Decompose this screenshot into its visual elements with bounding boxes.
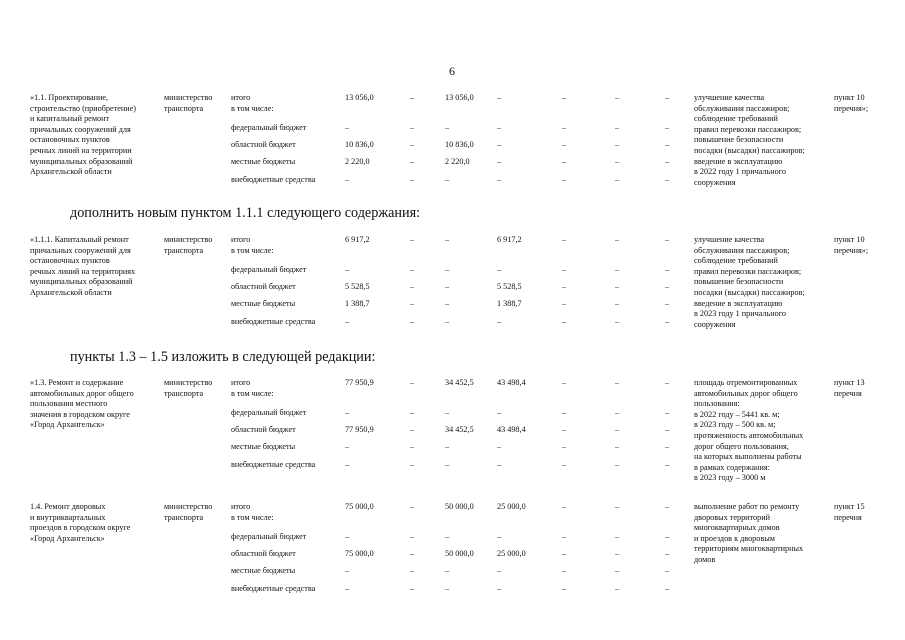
funding-value: – bbox=[497, 265, 502, 274]
row-label-ext: внебюджетные средства bbox=[231, 317, 316, 326]
funding-value: – bbox=[345, 532, 350, 541]
funding-value: – bbox=[445, 299, 450, 308]
expected-result-line: повышение безопасности bbox=[694, 135, 784, 145]
expected-result-line: дорог общего пользования, bbox=[694, 441, 789, 451]
funding-value: – bbox=[665, 175, 670, 184]
amendment-heading-1: дополнить новым пунктом 1.1.1 следующего содержания: bbox=[70, 205, 421, 221]
funding-value: – bbox=[445, 460, 450, 469]
funding-value: – bbox=[562, 549, 567, 558]
funding-value: 43 498,4 bbox=[497, 378, 526, 387]
funding-value: – bbox=[497, 442, 502, 451]
expected-result-line: правил перевозки пассажиров; bbox=[694, 124, 802, 134]
funding-value: – bbox=[665, 123, 670, 132]
row-label-reg: областной бюджет bbox=[231, 549, 296, 558]
row-label-reg: областной бюджет bbox=[231, 140, 296, 149]
funding-value: – bbox=[665, 317, 670, 326]
funding-value: – bbox=[345, 265, 350, 274]
funding-value: – bbox=[562, 282, 567, 291]
funding-value: – bbox=[497, 175, 502, 184]
measure-name-line: «Город Архангельск» bbox=[30, 420, 105, 430]
funding-value: – bbox=[345, 566, 350, 575]
funding-value: 34 452,5 bbox=[445, 378, 474, 387]
funding-value: 13 056,0 bbox=[445, 93, 474, 102]
funding-value: – bbox=[562, 532, 567, 541]
expected-result-line: введение в эксплуатацию bbox=[694, 298, 783, 308]
expected-result-line: на которых выполнены работы bbox=[694, 452, 802, 462]
funding-value: – bbox=[410, 282, 415, 291]
expected-result-line: домов bbox=[694, 555, 716, 564]
expected-result-line: в рамках содержания: bbox=[694, 462, 770, 472]
row-label-reg: областной бюджет bbox=[231, 282, 296, 291]
row-label-ext: внебюджетные средства bbox=[231, 460, 316, 469]
funding-value: – bbox=[665, 265, 670, 274]
measure-name-line: речных линий на территории bbox=[30, 146, 132, 155]
measure-name-line: «1.1. Проектирование, bbox=[30, 93, 109, 102]
funding-value: 75 000,0 bbox=[345, 549, 374, 558]
funding-value: – bbox=[445, 175, 450, 184]
funding-value: – bbox=[615, 157, 620, 166]
expected-result-line: пользования: bbox=[694, 399, 740, 409]
funding-value: – bbox=[665, 157, 670, 166]
row-label-loc: местные бюджеты bbox=[231, 442, 296, 451]
reference-line: перечня bbox=[834, 512, 862, 522]
measure-name-line: «1.1.1. Капитальный ремонт bbox=[30, 235, 129, 244]
funding-value: – bbox=[562, 175, 567, 184]
expected-result-line: протяженность автомобильных bbox=[694, 431, 804, 440]
executor-line: транспорта bbox=[164, 245, 204, 255]
funding-value: 50 000,0 bbox=[445, 502, 474, 511]
row-label-fed: федеральный бюджет bbox=[231, 408, 307, 417]
funding-value: 5 528,5 bbox=[345, 282, 370, 291]
funding-value: – bbox=[410, 93, 415, 102]
funding-value: – bbox=[497, 584, 502, 593]
funding-value: – bbox=[615, 299, 620, 308]
funding-value: – bbox=[665, 502, 670, 511]
row-label-fed: федеральный бюджет bbox=[231, 265, 307, 274]
funding-value: 10 836,0 bbox=[445, 140, 474, 149]
expected-result-line: территориям многоквартирных bbox=[694, 544, 804, 554]
funding-value: – bbox=[665, 442, 670, 451]
funding-value: 77 950,9 bbox=[345, 378, 374, 387]
funding-value: – bbox=[665, 140, 670, 149]
funding-value: – bbox=[562, 317, 567, 326]
measure-name-line: пользования местного bbox=[30, 399, 108, 409]
funding-value: – bbox=[445, 282, 450, 291]
funding-value: 34 452,5 bbox=[445, 425, 474, 434]
funding-value: – bbox=[562, 235, 567, 244]
funding-value: – bbox=[615, 425, 620, 434]
funding-value: – bbox=[410, 408, 415, 417]
funding-value: – bbox=[615, 460, 620, 469]
funding-value: – bbox=[665, 282, 670, 291]
funding-value: – bbox=[562, 460, 567, 469]
funding-value: – bbox=[562, 502, 567, 511]
measure-name-line: строительство (приобретение) bbox=[30, 103, 136, 113]
expected-result-line: в 2022 году 1 причального bbox=[694, 167, 787, 177]
funding-value: – bbox=[445, 265, 450, 274]
funding-value: – bbox=[445, 408, 450, 417]
expected-result-line: соблюдение требований bbox=[694, 114, 778, 124]
measure-name-line: муниципальных образований bbox=[30, 277, 133, 287]
measure-name-line: проездов в городском округе bbox=[30, 523, 131, 533]
funding-value: – bbox=[445, 584, 450, 593]
expected-result-line: правил перевозки пассажиров; bbox=[694, 266, 802, 276]
funding-value: – bbox=[562, 157, 567, 166]
expected-result-line: обслуживания пассажиров; bbox=[694, 245, 790, 255]
funding-value: – bbox=[615, 282, 620, 291]
executor-line: министерство bbox=[164, 502, 213, 511]
funding-value: 2 220,0 bbox=[445, 157, 470, 166]
executor-line: транспорта bbox=[164, 103, 204, 113]
row-label-total: итого bbox=[231, 93, 251, 102]
measure-name-line: причальных сооружений для bbox=[30, 124, 131, 134]
funding-value: – bbox=[497, 408, 502, 417]
funding-value: – bbox=[665, 425, 670, 434]
funding-value: – bbox=[410, 175, 415, 184]
funding-value: – bbox=[410, 378, 415, 387]
expected-result-line: в 2023 году – 3000 м bbox=[694, 473, 766, 483]
funding-value: – bbox=[615, 93, 620, 102]
funding-value: – bbox=[615, 408, 620, 417]
reference-line: перечня»; bbox=[834, 245, 869, 255]
expected-result-line: соблюдение требований bbox=[694, 256, 778, 266]
funding-value: – bbox=[345, 123, 350, 132]
expected-result-line: в 2023 году – 500 кв. м; bbox=[694, 420, 776, 430]
funding-value: – bbox=[615, 175, 620, 184]
measure-name-line: Архангельской области bbox=[30, 167, 112, 177]
expected-result-line: сооружения bbox=[694, 319, 736, 329]
funding-value: – bbox=[665, 408, 670, 417]
funding-value: – bbox=[615, 442, 620, 451]
row-label-total: итого bbox=[231, 235, 251, 244]
funding-value: – bbox=[615, 502, 620, 511]
measure-name-line: речных линий на территориях bbox=[30, 266, 136, 276]
expected-result-line: посадки (высадки) пассажиров; bbox=[694, 288, 805, 297]
funding-value: – bbox=[497, 140, 502, 149]
measure-name-line: причальных сооружений для bbox=[30, 245, 131, 255]
funding-value: – bbox=[562, 140, 567, 149]
funding-value: – bbox=[615, 265, 620, 274]
executor-line: министерство bbox=[164, 235, 213, 244]
expected-result-line: сооружения bbox=[694, 177, 736, 187]
funding-value: – bbox=[445, 317, 450, 326]
funding-value: – bbox=[410, 532, 415, 541]
expected-result-line: повышение безопасности bbox=[694, 277, 784, 287]
expected-result-line: улучшение качества bbox=[694, 93, 765, 102]
funding-value: 25 000,0 bbox=[497, 549, 526, 558]
row-label-loc: местные бюджеты bbox=[231, 299, 296, 308]
expected-result-line: автомобильных дорог общего bbox=[694, 388, 798, 398]
funding-value: – bbox=[410, 442, 415, 451]
funding-value: – bbox=[497, 157, 502, 166]
funding-value: 10 836,0 bbox=[345, 140, 374, 149]
reference-line: пункт 10 bbox=[834, 93, 865, 102]
row-label-incl: в том числе: bbox=[231, 388, 274, 398]
funding-value: – bbox=[615, 566, 620, 575]
funding-value: 43 498,4 bbox=[497, 425, 526, 434]
measure-name-line: автомобильных дорог общего bbox=[30, 388, 134, 398]
measure-name-line: остановочных пунктов bbox=[30, 135, 110, 145]
funding-value: 50 000,0 bbox=[445, 549, 474, 558]
funding-value: – bbox=[345, 175, 350, 184]
row-label-incl: в том числе: bbox=[231, 103, 274, 113]
funding-value: – bbox=[665, 378, 670, 387]
funding-value: – bbox=[562, 378, 567, 387]
funding-value: – bbox=[345, 408, 350, 417]
funding-value: – bbox=[410, 235, 415, 244]
funding-value: 75 000,0 bbox=[345, 502, 374, 511]
funding-value: – bbox=[562, 93, 567, 102]
funding-value: – bbox=[615, 378, 620, 387]
expected-result-line: многоквартирных домов bbox=[694, 523, 780, 533]
row-label-incl: в том числе: bbox=[231, 512, 274, 522]
measure-name-line: 1.4. Ремонт дворовых bbox=[30, 502, 106, 511]
funding-value: – bbox=[615, 123, 620, 132]
funding-value: – bbox=[410, 425, 415, 434]
funding-value: – bbox=[410, 502, 415, 511]
funding-value: 77 950,9 bbox=[345, 425, 374, 434]
funding-value: – bbox=[445, 235, 450, 244]
funding-value: – bbox=[410, 157, 415, 166]
funding-value: – bbox=[615, 549, 620, 558]
funding-value: 1 388,7 bbox=[497, 299, 522, 308]
funding-value: – bbox=[497, 460, 502, 469]
funding-value: – bbox=[665, 532, 670, 541]
measure-name-line: и внутриквартальных bbox=[30, 512, 106, 522]
funding-value: – bbox=[497, 532, 502, 541]
measure-name-line: «Город Архангельск» bbox=[30, 533, 105, 543]
amendment-heading-2: пункты 1.3 – 1.5 изложить в следующей редакции: bbox=[70, 349, 376, 365]
executor-line: министерство bbox=[164, 93, 213, 102]
funding-value: – bbox=[410, 299, 415, 308]
funding-value: 6 917,2 bbox=[345, 235, 370, 244]
row-label-total: итого bbox=[231, 502, 251, 511]
funding-value: – bbox=[562, 299, 567, 308]
funding-value: – bbox=[497, 317, 502, 326]
funding-value: – bbox=[665, 566, 670, 575]
funding-value: 6 917,2 bbox=[497, 235, 522, 244]
funding-value: – bbox=[345, 442, 350, 451]
row-label-loc: местные бюджеты bbox=[231, 157, 296, 166]
funding-value: – bbox=[665, 299, 670, 308]
funding-value: – bbox=[562, 425, 567, 434]
funding-value: – bbox=[615, 532, 620, 541]
funding-value: – bbox=[665, 93, 670, 102]
funding-value: – bbox=[562, 265, 567, 274]
executor-line: транспорта bbox=[164, 512, 204, 522]
funding-value: – bbox=[345, 317, 350, 326]
funding-value: – bbox=[497, 566, 502, 575]
reference-line: пункт 15 bbox=[834, 502, 865, 511]
expected-result-line: обслуживания пассажиров; bbox=[694, 103, 790, 113]
funding-value: – bbox=[445, 123, 450, 132]
expected-result-line: дворовых территорий bbox=[694, 512, 770, 522]
funding-value: – bbox=[410, 265, 415, 274]
measure-name-line: и капитальный ремонт bbox=[30, 114, 110, 124]
funding-value: – bbox=[445, 532, 450, 541]
funding-value: – bbox=[410, 549, 415, 558]
funding-value: – bbox=[562, 442, 567, 451]
expected-result-line: посадки (высадки) пассажиров; bbox=[694, 146, 805, 155]
funding-value: – bbox=[445, 442, 450, 451]
measure-name-line: Архангельской области bbox=[30, 288, 112, 297]
funding-value: – bbox=[562, 584, 567, 593]
measure-name-line: остановочных пунктов bbox=[30, 256, 110, 266]
funding-value: – bbox=[410, 123, 415, 132]
expected-result-line: площадь отремонтированных bbox=[694, 378, 798, 387]
measure-name-line: муниципальных образований bbox=[30, 156, 133, 166]
row-label-total: итого bbox=[231, 378, 251, 387]
funding-value: 5 528,5 bbox=[497, 282, 522, 291]
funding-value: – bbox=[345, 460, 350, 469]
executor-line: транспорта bbox=[164, 388, 204, 398]
funding-value: – bbox=[615, 584, 620, 593]
expected-result-line: введение в эксплуатацию bbox=[694, 156, 783, 166]
funding-value: – bbox=[345, 584, 350, 593]
funding-value: – bbox=[562, 566, 567, 575]
funding-value: – bbox=[665, 460, 670, 469]
expected-result-line: в 2023 году 1 причального bbox=[694, 309, 787, 319]
funding-value: – bbox=[410, 140, 415, 149]
expected-result-line: и проездов к дворовым bbox=[694, 533, 775, 543]
funding-value: – bbox=[410, 566, 415, 575]
funding-value: – bbox=[665, 549, 670, 558]
funding-value: – bbox=[562, 123, 567, 132]
funding-value: – bbox=[410, 317, 415, 326]
expected-result-line: выполнение работ по ремонту bbox=[694, 502, 800, 511]
funding-value: – bbox=[615, 140, 620, 149]
funding-value: – bbox=[615, 235, 620, 244]
funding-value: – bbox=[445, 566, 450, 575]
row-label-loc: местные бюджеты bbox=[231, 566, 296, 575]
funding-value: – bbox=[615, 317, 620, 326]
funding-value: 25 000,0 bbox=[497, 502, 526, 511]
measure-name-line: «1.3. Ремонт и содержание bbox=[30, 378, 124, 387]
funding-value: – bbox=[665, 584, 670, 593]
funding-value: – bbox=[497, 123, 502, 132]
executor-line: министерство bbox=[164, 378, 213, 387]
page-number: 6 bbox=[449, 64, 455, 78]
row-label-fed: федеральный бюджет bbox=[231, 123, 307, 132]
funding-value: 13 056,0 bbox=[345, 93, 374, 102]
measure-name-line: значения в городском округе bbox=[30, 409, 130, 419]
funding-value: 2 220,0 bbox=[345, 157, 370, 166]
funding-value: – bbox=[497, 93, 502, 102]
reference-line: перечня bbox=[834, 388, 862, 398]
row-label-reg: областной бюджет bbox=[231, 425, 296, 434]
reference-line: пункт 13 bbox=[834, 378, 865, 387]
row-label-fed: федеральный бюджет bbox=[231, 532, 307, 541]
expected-result-line: улучшение качества bbox=[694, 235, 765, 244]
funding-value: – bbox=[410, 584, 415, 593]
funding-value: – bbox=[562, 408, 567, 417]
row-label-ext: внебюджетные средства bbox=[231, 175, 316, 184]
reference-line: пункт 10 bbox=[834, 235, 865, 244]
row-label-ext: внебюджетные средства bbox=[231, 584, 316, 593]
funding-value: 1 388,7 bbox=[345, 299, 370, 308]
funding-value: – bbox=[665, 235, 670, 244]
row-label-incl: в том числе: bbox=[231, 245, 274, 255]
reference-line: перечня»; bbox=[834, 103, 869, 113]
funding-value: – bbox=[410, 460, 415, 469]
expected-result-line: в 2022 году – 5441 кв. м; bbox=[694, 409, 780, 419]
